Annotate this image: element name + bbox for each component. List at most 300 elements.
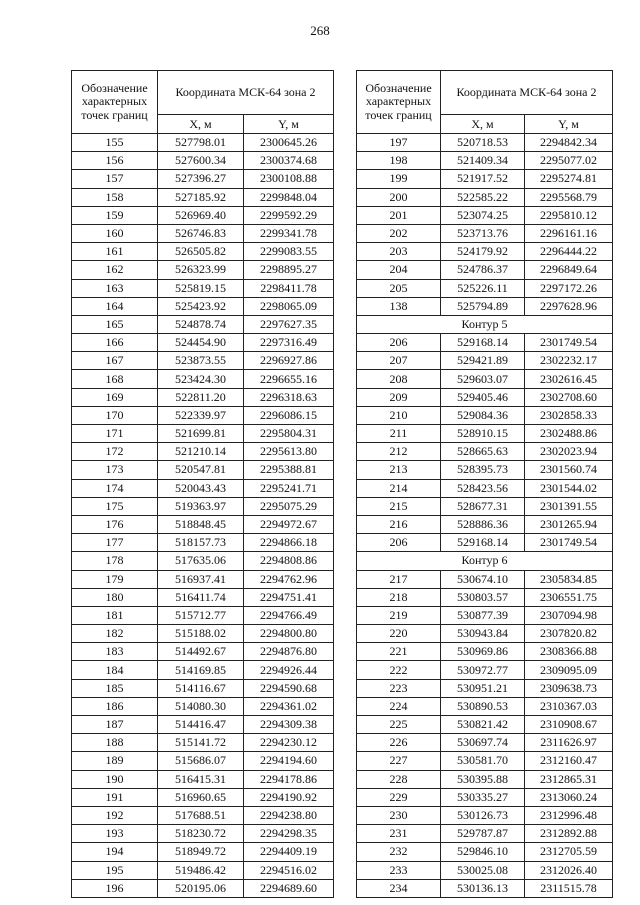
x-coordinate-cell: 530890.53 (441, 697, 525, 715)
table-row (357, 843, 613, 861)
y-coordinate-cell: 2309638.73 (525, 679, 613, 697)
y-coordinate-cell: 2294926.44 (244, 661, 334, 679)
x-coordinate-cell: 515712.77 (158, 606, 244, 624)
y-coordinate-cell: 2294194.60 (244, 752, 334, 770)
y-coordinate-cell: 2296161.16 (525, 224, 613, 242)
y-coordinate-cell: 2300108.88 (244, 170, 334, 188)
point-number-cell: 214 (357, 479, 441, 497)
y-coordinate-cell: 2305834.85 (525, 570, 613, 588)
x-coordinate-cell: 515188.02 (158, 625, 244, 643)
y-coordinate-cell: 2296849.64 (525, 261, 613, 279)
x-coordinate-cell: 529421.89 (441, 352, 525, 370)
contour-label: Контур 5 (357, 315, 613, 333)
x-coordinate-cell: 517688.51 (158, 806, 244, 824)
x-coordinate-cell: 518230.72 (158, 825, 244, 843)
y-coordinate-cell: 2297172.26 (525, 279, 613, 297)
y-coordinate-cell: 2295075.29 (244, 497, 334, 515)
y-coordinate-cell: 2312865.31 (525, 770, 613, 788)
x-coordinate-cell: 522339.97 (158, 406, 244, 424)
x-coordinate-cell: 529787.87 (441, 825, 525, 843)
table-row (72, 661, 334, 679)
x-coordinate-cell: 519486.42 (158, 861, 244, 879)
x-coordinate-cell: 530395.88 (441, 770, 525, 788)
table-row (357, 479, 613, 497)
table-row (72, 279, 334, 297)
point-number-cell: 156 (72, 152, 158, 170)
table-row (72, 534, 334, 552)
y-coordinate-cell: 2296444.22 (525, 243, 613, 261)
table-row (72, 461, 334, 479)
table-row (72, 425, 334, 443)
x-coordinate-cell: 522811.20 (158, 388, 244, 406)
x-coordinate-cell: 529405.46 (441, 388, 525, 406)
contour-header-row (357, 315, 613, 333)
x-coordinate-cell: 514169.85 (158, 661, 244, 679)
table-row (357, 425, 613, 443)
table-row (357, 806, 613, 824)
point-number-cell: 186 (72, 697, 158, 715)
y-coordinate-cell: 2295241.71 (244, 479, 334, 497)
point-number-cell: 226 (357, 734, 441, 752)
x-coordinate-cell: 525794.89 (441, 297, 525, 315)
point-number-cell: 231 (357, 825, 441, 843)
point-number-cell: 191 (72, 788, 158, 806)
point-number-cell: 223 (357, 679, 441, 697)
point-number-cell: 175 (72, 497, 158, 515)
header-x: X, м (441, 115, 525, 134)
y-coordinate-cell: 2295568.79 (525, 188, 613, 206)
x-coordinate-cell: 524878.74 (158, 315, 244, 333)
table-row (357, 188, 613, 206)
x-coordinate-cell: 516415.31 (158, 770, 244, 788)
table-row (357, 152, 613, 170)
table-row (357, 734, 613, 752)
page-number: 268 (310, 23, 330, 38)
table-row (72, 570, 334, 588)
point-number-cell: 230 (357, 806, 441, 824)
y-coordinate-cell: 2294298.35 (244, 825, 334, 843)
table-row (72, 752, 334, 770)
x-coordinate-cell: 522585.22 (441, 188, 525, 206)
x-coordinate-cell: 530969.86 (441, 643, 525, 661)
point-number-cell: 176 (72, 515, 158, 533)
table-row (357, 297, 613, 315)
table-row (357, 406, 613, 424)
coordinates-table-left (71, 70, 334, 898)
table-row (72, 206, 334, 224)
point-number-cell: 180 (72, 588, 158, 606)
x-coordinate-cell: 524786.37 (441, 261, 525, 279)
table-row (357, 243, 613, 261)
point-number-cell: 203 (357, 243, 441, 261)
x-coordinate-cell: 523713.76 (441, 224, 525, 242)
point-number-cell: 189 (72, 752, 158, 770)
x-coordinate-cell: 526969.40 (158, 206, 244, 224)
table-row (72, 588, 334, 606)
point-number-cell: 221 (357, 643, 441, 661)
point-number-cell: 222 (357, 661, 441, 679)
x-coordinate-cell: 529603.07 (441, 370, 525, 388)
table-row (357, 661, 613, 679)
table-row (72, 134, 334, 152)
table-row (72, 188, 334, 206)
table-row (72, 716, 334, 734)
x-coordinate-cell: 526505.82 (158, 243, 244, 261)
x-coordinate-cell: 530025.08 (441, 861, 525, 879)
y-coordinate-cell: 2307820.82 (525, 625, 613, 643)
contour-label: Контур 6 (357, 552, 613, 570)
x-coordinate-cell: 524179.92 (441, 243, 525, 261)
table-row (72, 825, 334, 843)
x-coordinate-cell: 530951.21 (441, 679, 525, 697)
x-coordinate-cell: 530943.84 (441, 625, 525, 643)
x-coordinate-cell: 523873.55 (158, 352, 244, 370)
point-number-cell: 166 (72, 334, 158, 352)
table-row (357, 588, 613, 606)
point-number-cell: 206 (357, 534, 441, 552)
table-row (72, 388, 334, 406)
table-row (357, 606, 613, 624)
point-number-cell: 210 (357, 406, 441, 424)
table-row (72, 170, 334, 188)
y-coordinate-cell: 2301560.74 (525, 461, 613, 479)
y-coordinate-cell: 2294876.80 (244, 643, 334, 661)
x-coordinate-cell: 515686.07 (158, 752, 244, 770)
x-coordinate-cell: 530674.10 (441, 570, 525, 588)
x-coordinate-cell: 530136.13 (441, 879, 525, 897)
x-coordinate-cell: 530697.74 (441, 734, 525, 752)
y-coordinate-cell: 2294309.38 (244, 716, 334, 734)
table-row (72, 843, 334, 861)
x-coordinate-cell: 525226.11 (441, 279, 525, 297)
point-number-cell: 190 (72, 770, 158, 788)
point-number-cell: 202 (357, 224, 441, 242)
table-row (357, 170, 613, 188)
table-row (72, 552, 334, 570)
x-coordinate-cell: 516411.74 (158, 588, 244, 606)
point-number-cell: 177 (72, 534, 158, 552)
y-coordinate-cell: 2296927.86 (244, 352, 334, 370)
contour-header-row (357, 552, 613, 570)
point-number-cell: 233 (357, 861, 441, 879)
y-coordinate-cell: 2310367.03 (525, 697, 613, 715)
point-number-cell: 170 (72, 406, 158, 424)
y-coordinate-cell: 2295274.81 (525, 170, 613, 188)
y-coordinate-cell: 2294800.80 (244, 625, 334, 643)
header-point-designation: Обозначение характерных точек границ (357, 71, 441, 134)
x-coordinate-cell: 530335.27 (441, 788, 525, 806)
point-number-cell: 225 (357, 716, 441, 734)
point-number-cell: 227 (357, 752, 441, 770)
y-coordinate-cell: 2306551.75 (525, 588, 613, 606)
x-coordinate-cell: 514492.67 (158, 643, 244, 661)
point-number-cell: 167 (72, 352, 158, 370)
point-number-cell: 181 (72, 606, 158, 624)
y-coordinate-cell: 2295388.81 (244, 461, 334, 479)
table-row (72, 861, 334, 879)
point-number-cell: 228 (357, 770, 441, 788)
point-number-cell: 208 (357, 370, 441, 388)
table-row (72, 643, 334, 661)
x-coordinate-cell: 524454.90 (158, 334, 244, 352)
table-row (72, 224, 334, 242)
x-coordinate-cell: 521210.14 (158, 443, 244, 461)
table-row (72, 315, 334, 333)
point-number-cell: 193 (72, 825, 158, 843)
y-coordinate-cell: 2299083.55 (244, 243, 334, 261)
y-coordinate-cell: 2299848.04 (244, 188, 334, 206)
table-row (357, 497, 613, 515)
y-coordinate-cell: 2311515.78 (525, 879, 613, 897)
table-row (357, 461, 613, 479)
point-number-cell: 234 (357, 879, 441, 897)
point-number-cell: 183 (72, 643, 158, 661)
table-row (72, 788, 334, 806)
header-y: Y, м (244, 115, 334, 134)
table-row (72, 352, 334, 370)
point-number-cell: 211 (357, 425, 441, 443)
y-coordinate-cell: 2299341.78 (244, 224, 334, 242)
table-row (357, 443, 613, 461)
point-number-cell: 158 (72, 188, 158, 206)
point-number-cell: 155 (72, 134, 158, 152)
x-coordinate-cell: 527798.01 (158, 134, 244, 152)
point-number-cell: 216 (357, 515, 441, 533)
table-row (357, 625, 613, 643)
y-coordinate-cell: 2313060.24 (525, 788, 613, 806)
point-number-cell: 165 (72, 315, 158, 333)
table-row (357, 352, 613, 370)
y-coordinate-cell: 2294689.60 (244, 879, 334, 897)
table-row (72, 697, 334, 715)
y-coordinate-cell: 2298895.27 (244, 261, 334, 279)
point-number-cell: 178 (72, 552, 158, 570)
y-coordinate-cell: 2294972.67 (244, 515, 334, 533)
header-coordinate-system: Координата МСК-64 зона 2 (158, 71, 334, 115)
table-row (72, 606, 334, 624)
point-number-cell: 205 (357, 279, 441, 297)
table-row (72, 679, 334, 697)
table-row (357, 570, 613, 588)
y-coordinate-cell: 2296318.63 (244, 388, 334, 406)
x-coordinate-cell: 528423.56 (441, 479, 525, 497)
y-coordinate-cell: 2297316.49 (244, 334, 334, 352)
x-coordinate-cell: 520043.43 (158, 479, 244, 497)
point-number-cell: 220 (357, 625, 441, 643)
x-coordinate-cell: 520718.53 (441, 134, 525, 152)
y-coordinate-cell: 2301265.94 (525, 515, 613, 533)
table-row (72, 370, 334, 388)
point-number-cell: 161 (72, 243, 158, 261)
x-coordinate-cell: 520547.81 (158, 461, 244, 479)
table-row (72, 243, 334, 261)
table-row (357, 825, 613, 843)
y-coordinate-cell: 2294808.86 (244, 552, 334, 570)
y-coordinate-cell: 2294361.02 (244, 697, 334, 715)
y-coordinate-cell: 2294178.86 (244, 770, 334, 788)
table-row (357, 534, 613, 552)
y-coordinate-cell: 2296086.15 (244, 406, 334, 424)
point-number-cell: 215 (357, 497, 441, 515)
point-number-cell: 195 (72, 861, 158, 879)
point-number-cell: 204 (357, 261, 441, 279)
y-coordinate-cell: 2294762.96 (244, 570, 334, 588)
table-row (357, 770, 613, 788)
point-number-cell: 174 (72, 479, 158, 497)
x-coordinate-cell: 528395.73 (441, 461, 525, 479)
point-number-cell: 194 (72, 843, 158, 861)
point-number-cell: 168 (72, 370, 158, 388)
y-coordinate-cell: 2298411.78 (244, 279, 334, 297)
table-row (72, 625, 334, 643)
point-number-cell: 198 (357, 152, 441, 170)
x-coordinate-cell: 515141.72 (158, 734, 244, 752)
x-coordinate-cell: 527396.27 (158, 170, 244, 188)
y-coordinate-cell: 2307094.98 (525, 606, 613, 624)
x-coordinate-cell: 526323.99 (158, 261, 244, 279)
table-row (357, 388, 613, 406)
point-number-cell: 212 (357, 443, 441, 461)
y-coordinate-cell: 2294751.41 (244, 588, 334, 606)
x-coordinate-cell: 525423.92 (158, 297, 244, 315)
point-number-cell: 172 (72, 443, 158, 461)
x-coordinate-cell: 521409.34 (441, 152, 525, 170)
point-number-cell: 217 (357, 570, 441, 588)
point-number-cell: 184 (72, 661, 158, 679)
y-coordinate-cell: 2300374.68 (244, 152, 334, 170)
y-coordinate-cell: 2302232.17 (525, 352, 613, 370)
point-number-cell: 171 (72, 425, 158, 443)
table-row (357, 679, 613, 697)
header-y: Y, м (525, 115, 613, 134)
y-coordinate-cell: 2312892.88 (525, 825, 613, 843)
table-row (357, 334, 613, 352)
y-coordinate-cell: 2302488.86 (525, 425, 613, 443)
x-coordinate-cell: 525819.15 (158, 279, 244, 297)
y-coordinate-cell: 2300645.26 (244, 134, 334, 152)
point-number-cell: 224 (357, 697, 441, 715)
table-body-right (357, 134, 613, 898)
point-number-cell: 200 (357, 188, 441, 206)
y-coordinate-cell: 2301749.54 (525, 534, 613, 552)
table-row (357, 370, 613, 388)
table-row (357, 716, 613, 734)
x-coordinate-cell: 530126.73 (441, 806, 525, 824)
y-coordinate-cell: 2295804.31 (244, 425, 334, 443)
x-coordinate-cell: 518157.73 (158, 534, 244, 552)
point-number-cell: 197 (357, 134, 441, 152)
point-number-cell: 159 (72, 206, 158, 224)
y-coordinate-cell: 2312160.47 (525, 752, 613, 770)
y-coordinate-cell: 2297628.96 (525, 297, 613, 315)
y-coordinate-cell: 2294590.68 (244, 679, 334, 697)
point-number-cell: 162 (72, 261, 158, 279)
table-row (72, 334, 334, 352)
x-coordinate-cell: 529846.10 (441, 843, 525, 861)
x-coordinate-cell: 516937.41 (158, 570, 244, 588)
point-number-cell: 199 (357, 170, 441, 188)
x-coordinate-cell: 514080.30 (158, 697, 244, 715)
table-row (357, 134, 613, 152)
x-coordinate-cell: 518848.45 (158, 515, 244, 533)
header-point-designation: Обозначение характерных точек границ (72, 71, 158, 134)
y-coordinate-cell: 2297627.35 (244, 315, 334, 333)
y-coordinate-cell: 2294238.80 (244, 806, 334, 824)
x-coordinate-cell: 526746.83 (158, 224, 244, 242)
point-number-cell: 179 (72, 570, 158, 588)
point-number-cell: 219 (357, 606, 441, 624)
y-coordinate-cell: 2299592.29 (244, 206, 334, 224)
x-coordinate-cell: 528665.63 (441, 443, 525, 461)
table-row (357, 697, 613, 715)
y-coordinate-cell: 2296655.16 (244, 370, 334, 388)
x-coordinate-cell: 523424.30 (158, 370, 244, 388)
point-number-cell: 192 (72, 806, 158, 824)
point-number-cell: 164 (72, 297, 158, 315)
coordinates-table-right (356, 70, 613, 898)
y-coordinate-cell: 2294866.18 (244, 534, 334, 552)
point-number-cell: 201 (357, 206, 441, 224)
table-row (72, 734, 334, 752)
point-number-cell: 163 (72, 279, 158, 297)
x-coordinate-cell: 529168.14 (441, 334, 525, 352)
y-coordinate-cell: 2312705.59 (525, 843, 613, 861)
point-number-cell: 188 (72, 734, 158, 752)
table-row (72, 479, 334, 497)
x-coordinate-cell: 528910.15 (441, 425, 525, 443)
x-coordinate-cell: 530581.70 (441, 752, 525, 770)
x-coordinate-cell: 530877.39 (441, 606, 525, 624)
table-row (357, 279, 613, 297)
point-number-cell: 207 (357, 352, 441, 370)
point-number-cell: 213 (357, 461, 441, 479)
table-row (72, 443, 334, 461)
table-row (357, 261, 613, 279)
table-body-left (72, 134, 334, 898)
table-row (72, 879, 334, 897)
point-number-cell: 232 (357, 843, 441, 861)
y-coordinate-cell: 2295613.80 (244, 443, 334, 461)
y-coordinate-cell: 2294766.49 (244, 606, 334, 624)
point-number-cell: 209 (357, 388, 441, 406)
table-row (357, 643, 613, 661)
y-coordinate-cell: 2308366.88 (525, 643, 613, 661)
x-coordinate-cell: 529168.14 (441, 534, 525, 552)
point-number-cell: 169 (72, 388, 158, 406)
x-coordinate-cell: 521699.81 (158, 425, 244, 443)
point-number-cell: 173 (72, 461, 158, 479)
y-coordinate-cell: 2309095.09 (525, 661, 613, 679)
y-coordinate-cell: 2301544.02 (525, 479, 613, 497)
y-coordinate-cell: 2294409.19 (244, 843, 334, 861)
point-number-cell: 196 (72, 879, 158, 897)
table-row (357, 206, 613, 224)
table-row (357, 224, 613, 242)
point-number-cell: 160 (72, 224, 158, 242)
table-row (72, 515, 334, 533)
table-row (72, 770, 334, 788)
x-coordinate-cell: 520195.06 (158, 879, 244, 897)
y-coordinate-cell: 2301749.54 (525, 334, 613, 352)
y-coordinate-cell: 2294190.92 (244, 788, 334, 806)
x-coordinate-cell: 527600.34 (158, 152, 244, 170)
x-coordinate-cell: 528886.36 (441, 515, 525, 533)
table-row (72, 297, 334, 315)
y-coordinate-cell: 2311626.97 (525, 734, 613, 752)
x-coordinate-cell: 530972.77 (441, 661, 525, 679)
y-coordinate-cell: 2312996.48 (525, 806, 613, 824)
point-number-cell: 229 (357, 788, 441, 806)
